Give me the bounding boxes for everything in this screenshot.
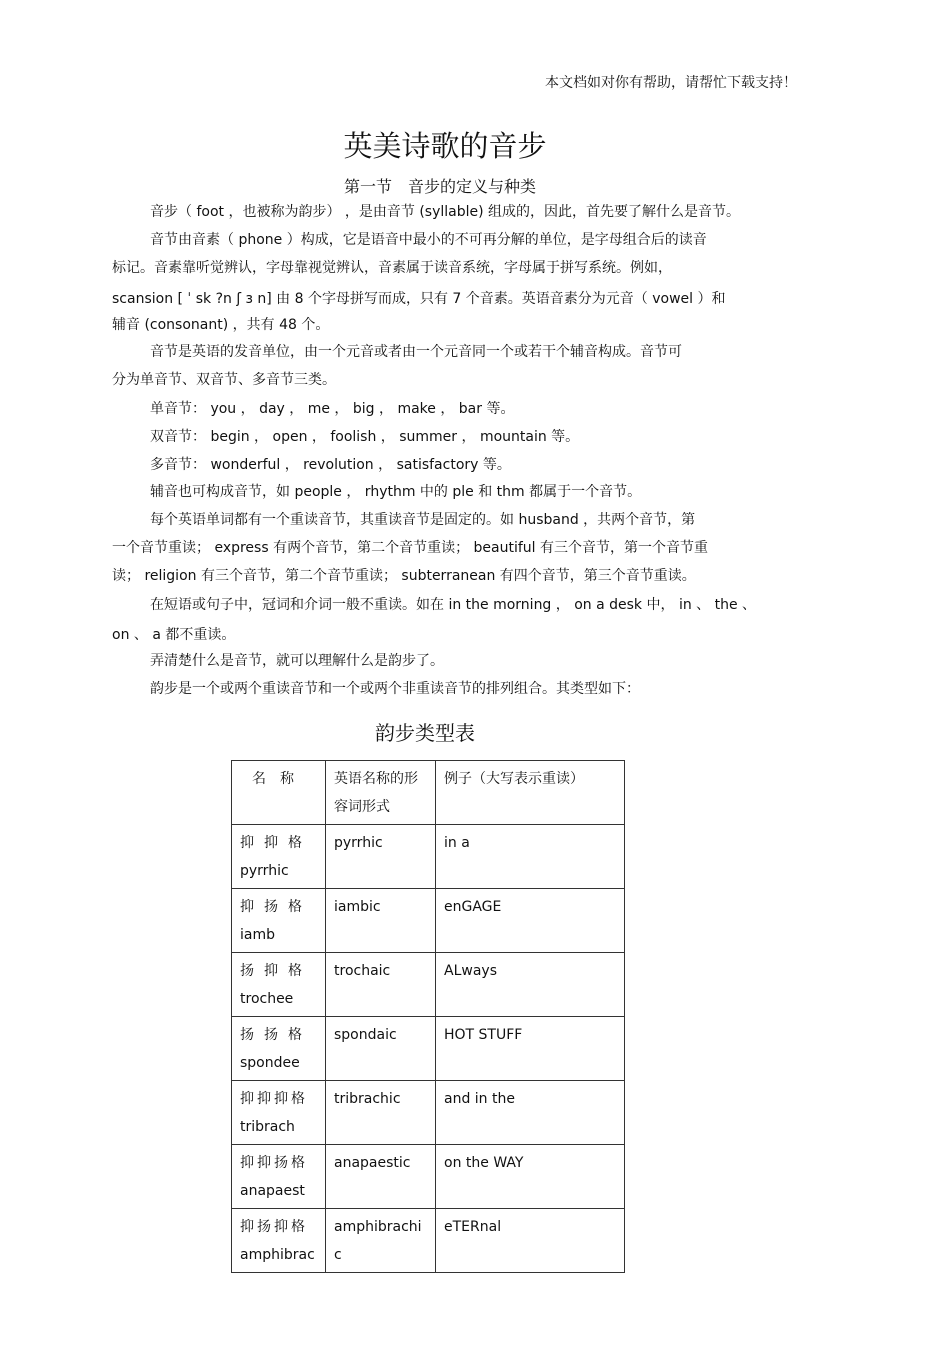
chinese-name: 抑扬格 bbox=[240, 899, 312, 915]
name-cell bbox=[232, 889, 326, 953]
table-row bbox=[232, 1145, 625, 1209]
paragraph-line: 辅音 (consonant) ，共有 48 个。 bbox=[112, 317, 330, 333]
adjective-cell: amphibrachic bbox=[326, 1209, 436, 1273]
paragraph-line: 弄清楚什么是音节，就可以理解什么是韵步了。 bbox=[150, 653, 444, 669]
paragraph-line: scansion [ ˈ sk ?n ʃ ɜ n] 由 8 个字母拼写而成，只有 7 个音素。英语音素分为元音（ vowel ）和 bbox=[112, 291, 726, 307]
english-name: spondee bbox=[240, 1055, 300, 1071]
paragraph-line: 在短语或句子中，冠词和介词一般不重读。如在 in the morning ， on a desk 中， in 、 the 、 bbox=[150, 597, 757, 613]
header-adjective: 英语名称的形容词形式 bbox=[326, 761, 436, 825]
table-row bbox=[232, 889, 625, 953]
adjective-cell: anapaestic bbox=[326, 1145, 436, 1209]
english-name: tribrach bbox=[240, 1119, 295, 1135]
page-title: 英美诗歌的音步 bbox=[343, 129, 547, 163]
header-name: 名 称 bbox=[232, 761, 326, 825]
paragraph-line: on 、 a 都不重读。 bbox=[112, 627, 236, 643]
chinese-name: 扬抑格 bbox=[240, 963, 312, 979]
table-row bbox=[232, 953, 625, 1017]
name-cell bbox=[232, 825, 326, 889]
paragraph-line: 标记。音素靠听觉辨认，字母靠视觉辨认，音素属于读音系统，字母属于拼写系统。例如， bbox=[112, 260, 672, 276]
paragraph-line: 双音节： begin ， open ， foolish ， summer ， mountain 等。 bbox=[150, 429, 580, 445]
name-cell bbox=[232, 1145, 326, 1209]
adjective-cell: tribrachic bbox=[326, 1081, 436, 1145]
table-row bbox=[232, 825, 625, 889]
example-cell: ALways bbox=[436, 953, 625, 1017]
chinese-name: 抑抑抑格 bbox=[240, 1091, 308, 1107]
adjective-cell: spondaic bbox=[326, 1017, 436, 1081]
adjective-cell: pyrrhic bbox=[326, 825, 436, 889]
table-row bbox=[232, 1017, 625, 1081]
adjective-cell: iambic bbox=[326, 889, 436, 953]
paragraph-line: 读； religion 有三个音节，第二个音节重读； subterranean 有四个音节，第三个音节重读。 bbox=[112, 568, 696, 584]
chinese-name: 抑扬抑格 bbox=[240, 1219, 308, 1235]
paragraph-line: 韵步是一个或两个重读音节和一个或两个非重读音节的排列组合。其类型如下： bbox=[150, 681, 640, 697]
english-name: trochee bbox=[240, 991, 294, 1007]
example-cell: enGAGE bbox=[436, 889, 625, 953]
paragraph-line: 多音节： wonderful ， revolution ， satisfactory 等。 bbox=[150, 457, 511, 473]
english-name: pyrrhic bbox=[240, 863, 289, 879]
example-cell: on the WAY bbox=[436, 1145, 625, 1209]
adjective-cell: trochaic bbox=[326, 953, 436, 1017]
paragraph-line: 每个英语单词都有一个重读音节，其重读音节是固定的。如 husband ，共两个音节，第 bbox=[150, 512, 696, 528]
name-cell bbox=[232, 1081, 326, 1145]
chinese-name: 扬扬格 bbox=[240, 1027, 312, 1043]
paragraph-line: 单音节： you ， day ， me ， big ， make ， bar 等。 bbox=[150, 401, 515, 417]
example-cell: HOT STUFF bbox=[436, 1017, 625, 1081]
chinese-name: 抑抑扬格 bbox=[240, 1155, 308, 1171]
name-cell bbox=[232, 1209, 326, 1273]
table-title: 韵步类型表 bbox=[375, 721, 475, 745]
english-name: amphibrac bbox=[240, 1247, 315, 1263]
meter-types-table bbox=[231, 760, 625, 1273]
paragraph-line: 音节是英语的发音单位，由一个元音或者由一个元音同一个或若干个辅音构成。音节可 bbox=[150, 344, 682, 360]
english-name: iamb bbox=[240, 927, 275, 943]
example-cell: and in the bbox=[436, 1081, 625, 1145]
paragraph-line: 音步（ foot ，也被称为韵步） ，是由音节 (syllable) 组成的，因此，首先要了解什么是音节。 bbox=[150, 204, 741, 220]
header-example: 例子（大写表示重读） bbox=[436, 761, 625, 825]
table-row bbox=[232, 1209, 625, 1273]
section-subtitle: 第一节 音步的定义与种类 bbox=[343, 177, 536, 196]
chinese-name: 抑抑格 bbox=[240, 835, 312, 851]
table-row bbox=[232, 1081, 625, 1145]
example-cell: in a bbox=[436, 825, 625, 889]
paragraph-line: 辅音也可构成音节，如 people ， rhythm 中的 ple 和 thm 都属于一个音节。 bbox=[150, 484, 642, 500]
table-header-row bbox=[232, 761, 625, 825]
paragraph-line: 音节由音素（ phone ）构成，它是语音中最小的不可再分解的单位，是字母组合后的读音 bbox=[150, 232, 707, 248]
example-cell: eTERnal bbox=[436, 1209, 625, 1273]
header-note: 本文档如对你有帮助，请帮忙下载支持！ bbox=[545, 75, 797, 91]
paragraph-line: 分为单音节、双音节、多音节三类。 bbox=[112, 372, 336, 388]
paragraph-line: 一个音节重读； express 有两个音节，第二个音节重读； beautiful 有三个音节，第一个音节重 bbox=[112, 540, 709, 556]
english-name: anapaest bbox=[240, 1183, 305, 1199]
name-cell bbox=[232, 1017, 326, 1081]
name-cell bbox=[232, 953, 326, 1017]
